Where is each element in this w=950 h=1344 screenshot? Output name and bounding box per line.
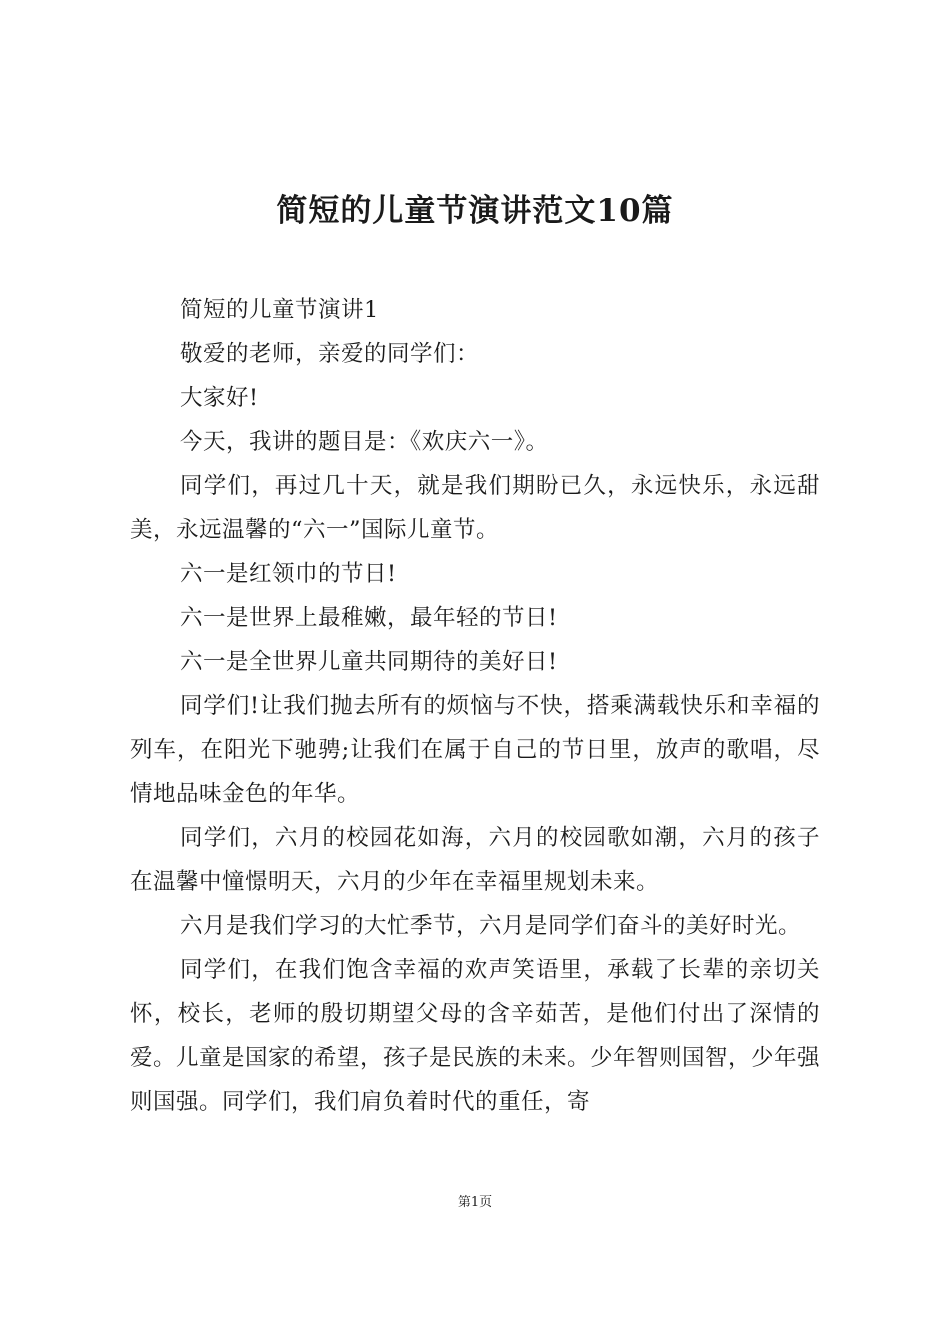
paragraph: 六一是全世界儿童共同期待的美好日!	[180, 649, 558, 675]
paragraph: 六月是我们学习的大忙季节，六月是同学们奋斗的美好时光。	[180, 913, 802, 939]
paragraph: 六一是世界上最稚嫩，最年轻的节日!	[180, 605, 558, 631]
paragraph: 同学们，在我们饱含幸福的欢声笑语里，承载了长辈的亲切关怀，校长，老师的殷切期望父母的含辛茹苦，是他们付出了深情的爱。儿童是国家的希望，孩子是民族的未来。少年智则国智，少年强则国强。同学们，我们肩负着时代的重任，寄	[130, 957, 821, 1115]
paragraph: 同学们，六月的校园花如海，六月的校园歌如潮，六月的孩子在温馨中憧憬明天，六月的少年在幸福里规划未来。	[130, 825, 820, 895]
paragraph: 六一是红领巾的节日!	[180, 561, 397, 587]
paragraph: 同学们，再过几十天，就是我们期盼已久，永远快乐，永远甜美，永远温馨的“六一”国际儿童节。	[130, 473, 820, 543]
paragraph: 同学们!让我们抛去所有的烦恼与不快，搭乘满载快乐和幸福的列车，在阳光下驰骋;让我们在属于自己的节日里，放声的歌唱，尽情地品味金色的年华。	[130, 693, 820, 807]
paragraph-greeting: 大家好!	[180, 385, 259, 411]
paragraph-salutation: 敬爱的老师，亲爱的同学们：	[180, 341, 480, 367]
paragraph: 今天，我讲的题目是：《欢庆六一》。	[180, 429, 549, 455]
document-title: 简短的儿童节演讲范文10篇	[276, 193, 674, 229]
document-body	[130, 288, 820, 1124]
page-number: 第1页	[457, 1195, 493, 1210]
paragraph-heading: 简短的儿童节演讲1	[180, 297, 379, 323]
